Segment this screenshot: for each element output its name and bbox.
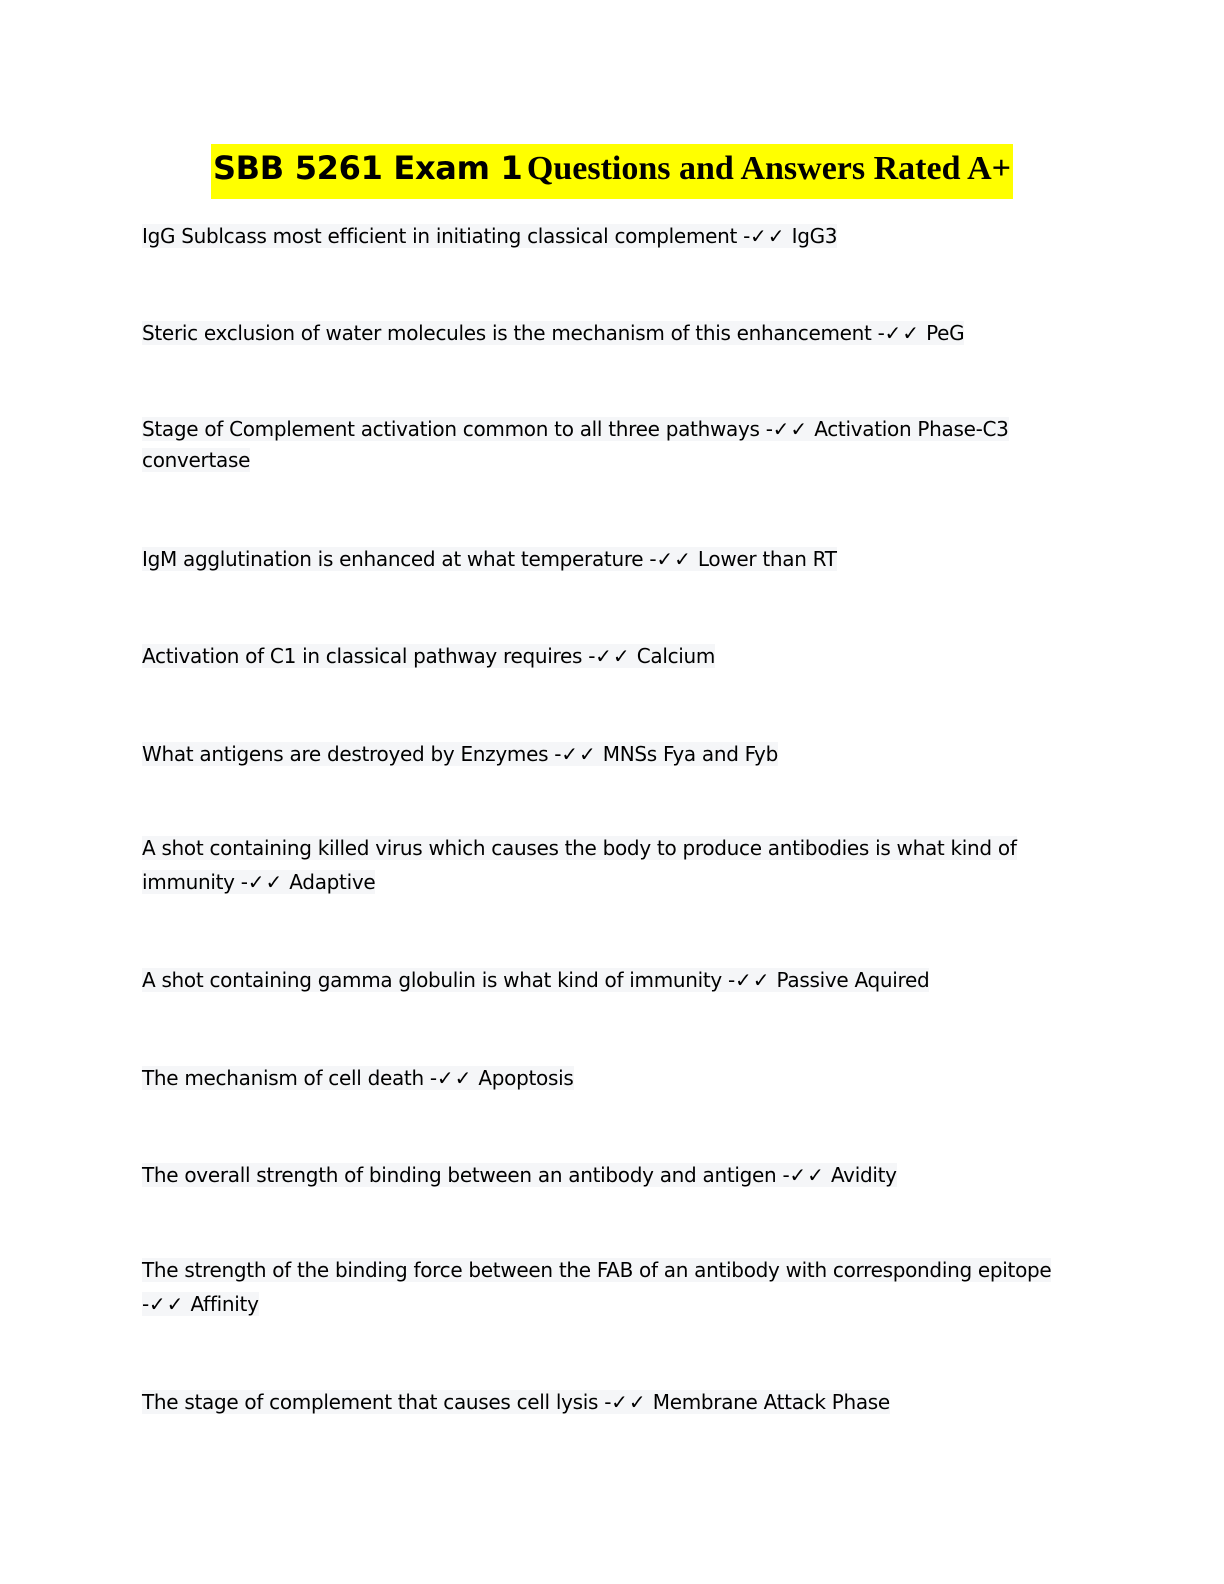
qa-answer: Lower than RT <box>697 547 837 571</box>
qa-question: What antigens are destroyed by Enzymes <box>142 742 549 766</box>
qa-item <box>142 639 1082 673</box>
qa-question: Activation of C1 in classical pathway requires <box>142 644 583 668</box>
qa-answer: Apoptosis <box>478 1066 574 1090</box>
qa-answer: Affinity <box>190 1292 259 1316</box>
document-title <box>211 144 1013 199</box>
qa-separator: - <box>548 742 562 766</box>
qa-item <box>142 1158 1082 1192</box>
qa-item <box>142 316 1082 350</box>
qa-answer: Calcium <box>636 644 716 668</box>
double-check-icon: ✓✓ <box>734 968 771 992</box>
qa-separator: - <box>423 1066 437 1090</box>
qa-question: Steric exclusion of water molecules is the mechanism of this enhancement <box>142 321 872 345</box>
double-check-icon: ✓✓ <box>561 742 597 766</box>
title-course-code: SBB 5261 Exam 1 <box>212 149 523 187</box>
qa-question: A shot containing killed virus which causes the body to produce antibodies is what kind of immunity <box>142 836 1017 894</box>
qa-item <box>142 542 1082 576</box>
qa-question: Stage of Complement activation common to all three pathways <box>142 417 760 441</box>
double-check-icon: ✓✓ <box>789 1163 825 1187</box>
qa-answer: MNSs Fya and Fyb <box>602 742 778 766</box>
qa-item <box>142 831 1082 899</box>
double-check-icon: ✓✓ <box>148 1292 185 1316</box>
qa-separator: - <box>582 644 596 668</box>
qa-question: The strength of the binding force between the FAB of an antibody with corresponding epitope <box>142 1258 1052 1282</box>
double-check-icon: ✓✓ <box>247 870 284 894</box>
double-check-icon: ✓✓ <box>611 1390 647 1414</box>
qa-answer: Activation Phase-C3 convertase <box>142 417 1009 472</box>
double-check-icon: ✓✓ <box>750 224 786 248</box>
title-container <box>0 144 1224 199</box>
qa-item <box>142 1253 1082 1321</box>
qa-answer: IgG3 <box>791 224 838 248</box>
qa-answer: Avidity <box>830 1163 897 1187</box>
qa-answer: PeG <box>926 321 965 345</box>
qa-answer: Adaptive <box>289 870 376 894</box>
qa-separator: - <box>871 321 885 345</box>
qa-separator: - <box>598 1390 612 1414</box>
qa-item <box>142 219 1082 253</box>
qa-answer: Passive Aquired <box>776 968 930 992</box>
qa-question: The overall strength of binding between an antibody and antigen <box>142 1163 777 1187</box>
qa-item <box>142 963 1082 997</box>
qa-separator: - <box>142 1292 149 1316</box>
double-check-icon: ✓✓ <box>595 644 631 668</box>
qa-answer: Membrane Attack Phase <box>652 1390 890 1414</box>
qa-item <box>142 414 1082 476</box>
qa-separator: - <box>234 870 248 894</box>
qa-item <box>142 737 1082 771</box>
qa-separator: - <box>643 547 657 571</box>
qa-item <box>142 1385 1082 1419</box>
qa-item <box>142 1061 1082 1095</box>
qa-question: The stage of complement that causes cell lysis <box>142 1390 599 1414</box>
qa-separator: - <box>759 417 773 441</box>
double-check-icon: ✓✓ <box>884 321 921 345</box>
qa-question: IgG Sublcass most efficient in initiating classical complement <box>142 224 738 248</box>
qa-question: IgM agglutination is enhanced at what temperature <box>142 547 644 571</box>
double-check-icon: ✓✓ <box>656 547 692 571</box>
qa-question: A shot containing gamma globulin is what kind of immunity <box>142 968 722 992</box>
title-subtitle: Questions and Answers Rated A+ <box>526 150 1012 187</box>
qa-question: The mechanism of cell death <box>142 1066 424 1090</box>
qa-separator: - <box>737 224 751 248</box>
qa-separator: - <box>721 968 735 992</box>
double-check-icon: ✓✓ <box>772 417 809 441</box>
qa-separator: - <box>776 1163 790 1187</box>
double-check-icon: ✓✓ <box>436 1066 473 1090</box>
